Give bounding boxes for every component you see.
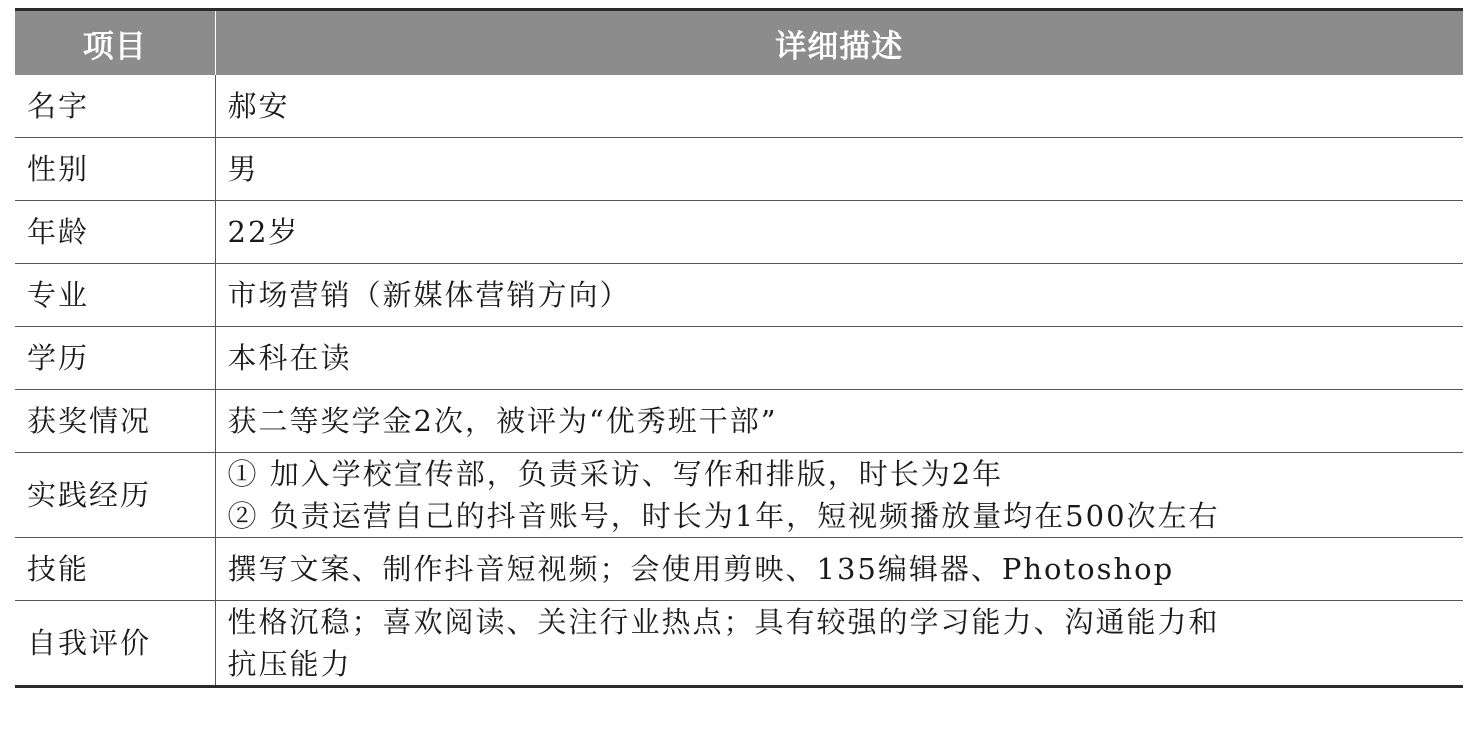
item-label: 获奖情况 <box>15 390 215 453</box>
row-self-evaluation <box>15 601 1463 687</box>
row-skills <box>15 538 1463 601</box>
item-description <box>215 538 1463 601</box>
item-label: 学历 <box>15 327 215 390</box>
item-label: 性别 <box>15 138 215 201</box>
item-label: 技能 <box>15 538 215 601</box>
description-line: 22岁 <box>227 215 300 249</box>
row-education <box>15 327 1463 390</box>
item-description <box>215 75 1463 138</box>
header-item: 项目 <box>15 10 215 76</box>
item-description <box>215 201 1463 264</box>
description-line: ② 负责运营自己的抖音账号，时长为1年，短视频播放量均在500次左右 <box>227 499 1220 533</box>
description-line: ① 加入学校宣传部，负责采访、写作和排版，时长为2年 <box>227 457 1004 491</box>
item-description <box>215 327 1463 390</box>
description-line: 郝安 <box>227 89 290 123</box>
item-label: 实践经历 <box>15 453 215 538</box>
item-description <box>215 390 1463 453</box>
description-line: 市场营销（新媒体营销方向） <box>227 278 631 312</box>
item-label: 名字 <box>15 75 215 138</box>
header-description: 详细描述 <box>215 10 1463 76</box>
resume-table <box>15 8 1463 688</box>
item-description <box>215 138 1463 201</box>
item-description <box>215 601 1463 687</box>
description-line: 获二等奖学金2次，被评为“优秀班干部” <box>227 404 778 438</box>
row-awards <box>15 390 1463 453</box>
row-experience <box>15 453 1463 538</box>
item-label: 年龄 <box>15 201 215 264</box>
row-gender <box>15 138 1463 201</box>
item-label: 专业 <box>15 264 215 327</box>
description-line: 撰写文案、制作抖音短视频；会使用剪映、135编辑器、Photoshop <box>227 552 1175 586</box>
description-line: 性格沉稳；喜欢阅读、关注行业热点；具有较强的学习能力、沟通能力和 <box>227 605 1220 639</box>
row-age <box>15 201 1463 264</box>
row-major <box>15 264 1463 327</box>
table-header <box>15 10 1463 76</box>
item-description <box>215 264 1463 327</box>
description-line: 男 <box>227 152 259 186</box>
description-line: 抗压能力 <box>227 647 352 681</box>
row-name <box>15 75 1463 138</box>
item-description <box>215 453 1463 538</box>
item-label: 自我评价 <box>15 601 215 687</box>
description-line: 本科在读 <box>227 341 352 375</box>
